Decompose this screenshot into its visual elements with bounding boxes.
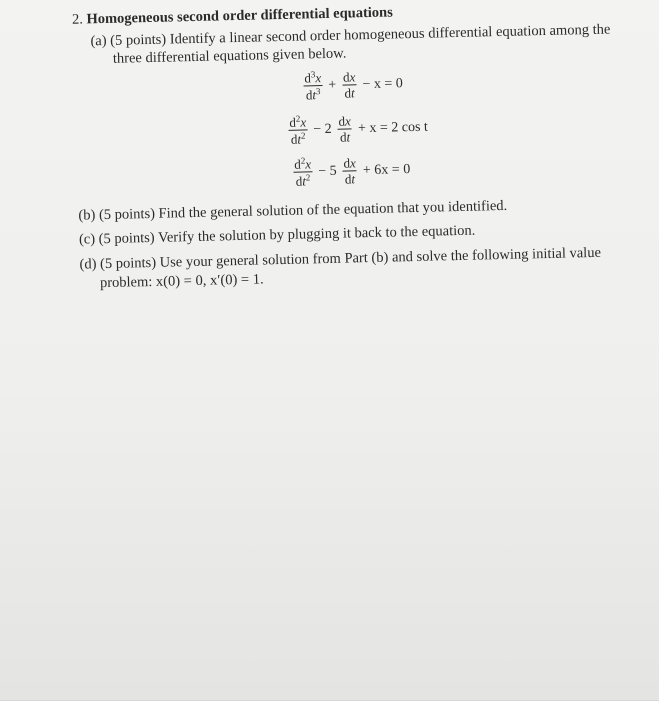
part-d-text-1: Use your general solution from Part (b) and solve the following initial value — [159, 244, 602, 271]
part-b-label: (b) — [78, 207, 96, 224]
question-heading — [72, 4, 393, 28]
first-derivative-fraction: $\frac{dx}{dt}$ — [343, 155, 356, 187]
equation-1-tail: − x = 0 — [362, 75, 403, 92]
second-derivative-fraction: $\frac{d^2x}{dt^2}$ — [294, 155, 312, 189]
part-c-points: (5 points) — [98, 229, 155, 248]
equation-1 — [299, 68, 405, 101]
question-number: 2. — [71, 11, 84, 28]
first-derivative-fraction: $\frac{dx}{dt}$ — [342, 69, 356, 101]
part-a-text-2: three differential equations given below. — [112, 45, 347, 67]
part-d-points: (5 points) — [99, 254, 157, 273]
part-d-text-2: problem: x(0) = 0, x′(0) = 1. — [99, 271, 264, 292]
part-b-points: (5 points) — [98, 205, 156, 224]
part-a-text-1: Identify a linear second order homogeneous differential equation among the — [169, 21, 611, 48]
part-d-line2 — [100, 271, 264, 292]
part-c — [79, 223, 476, 249]
part-b-text: Find the general solution of the equation that you identified. — [158, 197, 508, 222]
equation-2-operator: − 2 — [313, 121, 332, 137]
first-derivative-fraction: $\frac{dx}{dt}$ — [338, 113, 352, 145]
part-c-text: Verify the solution by plugging it back to the equation. — [157, 222, 476, 246]
question-title: Homogeneous second order differential equations — [86, 4, 393, 28]
third-derivative-fraction: $\frac{d^3x}{dt^3}$ — [304, 69, 322, 103]
equation-2 — [284, 112, 430, 146]
part-d-line1 — [79, 245, 601, 274]
equation-2-tail: + x = 2 cos t — [357, 119, 428, 136]
equation-1-operator: + — [328, 77, 337, 93]
equation-3 — [289, 154, 412, 188]
part-a-points: (5 points) — [110, 31, 167, 49]
part-a-label: (a) — [90, 32, 107, 50]
part-c-label: (c) — [78, 231, 96, 248]
part-b — [78, 198, 507, 225]
equation-3-operator: − 5 — [318, 163, 337, 179]
part-d-label: (d) — [79, 256, 97, 273]
equation-3-tail: + 6x = 0 — [362, 161, 411, 178]
second-derivative-fraction: $\frac{d^2x}{dt^2}$ — [289, 113, 307, 147]
